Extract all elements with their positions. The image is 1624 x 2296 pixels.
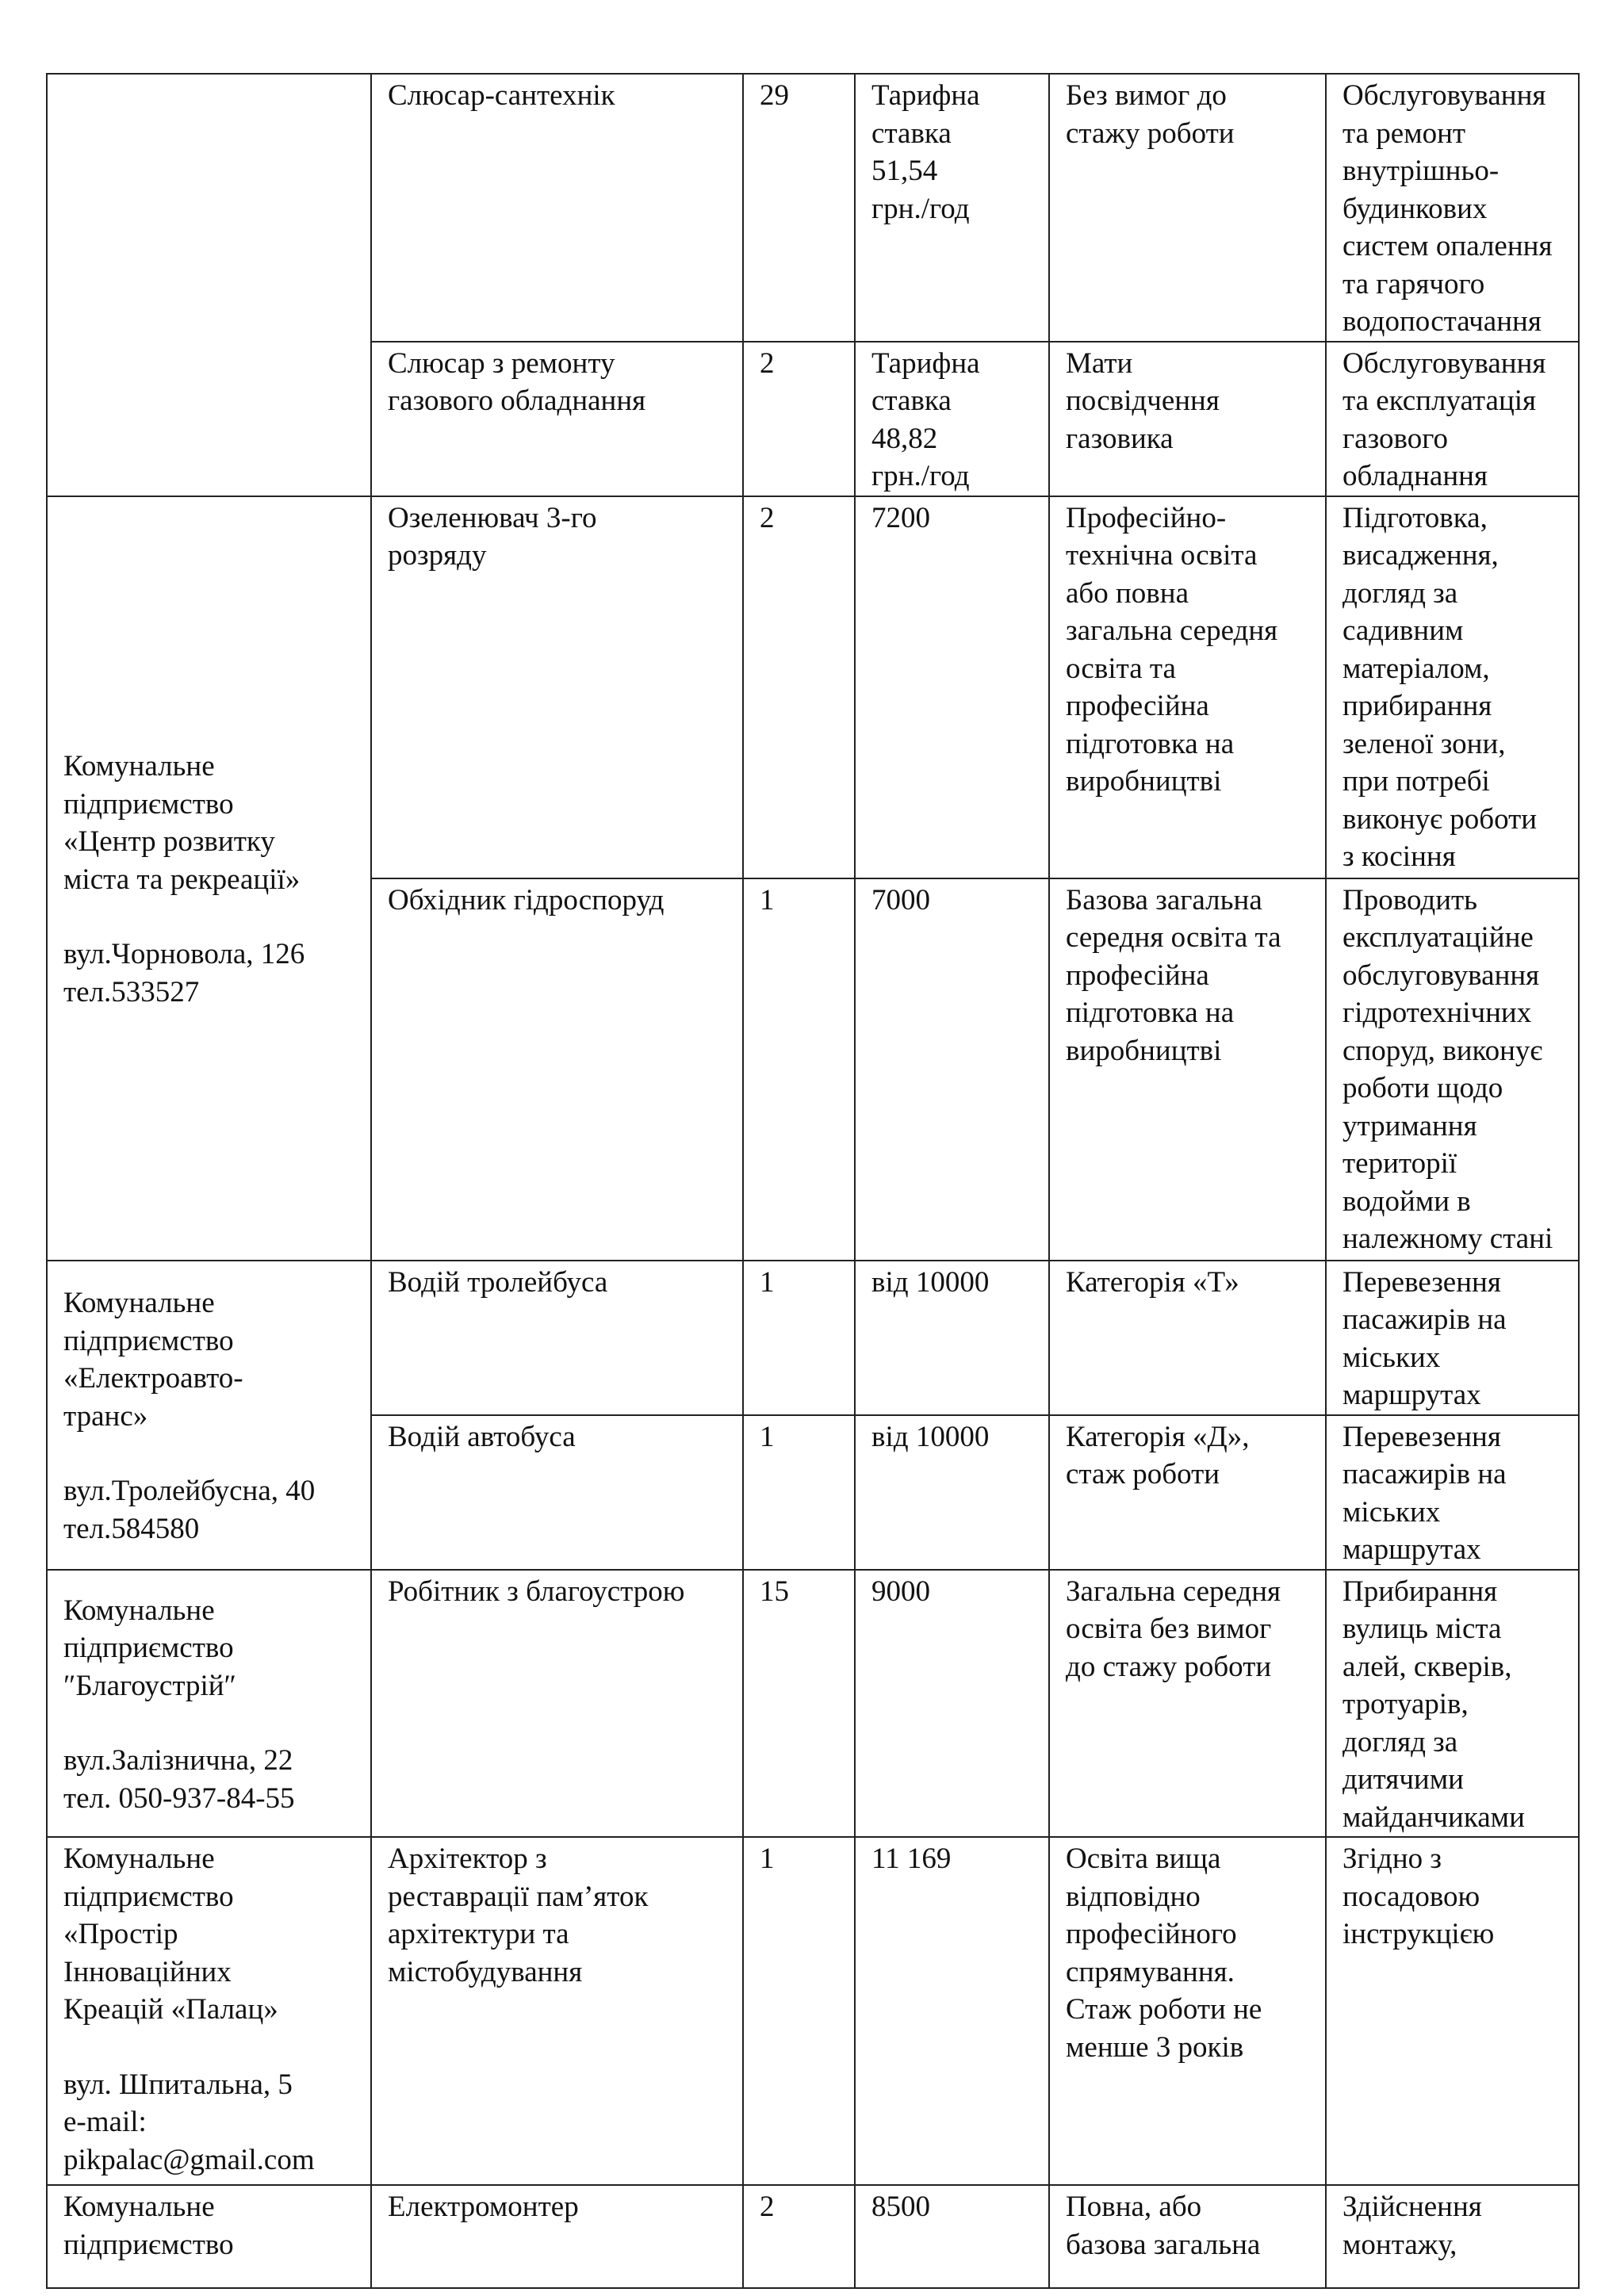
vacancies-table	[46, 73, 1580, 2289]
spacer	[63, 898, 364, 936]
spacer	[63, 2029, 364, 2066]
requirements-cell-line: загальна середня	[1066, 614, 1278, 647]
table-row	[47, 1261, 1579, 1415]
position-title-cell-line: Озеленювач 3-го	[388, 501, 597, 534]
duties-cell-line: при потребі	[1342, 765, 1490, 798]
duties-cell-line: Обслуговування	[1342, 79, 1546, 112]
table-row	[47, 1570, 1579, 1838]
requirements-cell-line: Стаж роботи не	[1066, 1993, 1262, 2026]
salary-cell	[855, 1837, 1049, 2185]
employer-name-line: підприємство	[63, 787, 234, 821]
duties-cell-line: дитячими	[1342, 1763, 1464, 1796]
employer-name-line: Комунальне	[63, 1594, 215, 1627]
salary-cell	[855, 2185, 1049, 2288]
employer-cell	[47, 74, 371, 496]
duties-cell-line: внутрішньо-	[1342, 155, 1500, 187]
requirements-cell	[1049, 1415, 1326, 1570]
requirements-cell	[1049, 1837, 1326, 2185]
employer-address-line: тел. 050-937-84-55	[63, 1781, 295, 1815]
employer-cell	[47, 2185, 371, 2288]
requirements-cell	[1049, 2185, 1326, 2288]
employer-address-line: тел.584580	[63, 1512, 200, 1545]
duties-cell-line: матеріалом,	[1342, 652, 1490, 685]
vacancy-count-cell: 2	[743, 496, 855, 878]
table-row	[47, 2185, 1579, 2288]
duties-cell-line: маршрутах	[1342, 1379, 1481, 1411]
duties-cell-line: та гарячого	[1342, 267, 1485, 300]
salary-cell-line: 11 169	[871, 1843, 952, 1875]
requirements-cell-line: газовика	[1066, 422, 1174, 455]
employer-address-line: вул. Шпитальна, 5	[63, 2068, 293, 2101]
table-row	[47, 74, 1579, 342]
spacer	[63, 1705, 364, 1742]
salary-cell-line: грн./год	[871, 192, 970, 225]
salary-cell-line: ставка	[871, 117, 952, 150]
position-title-cell	[371, 1570, 743, 1838]
requirements-cell-line: Повна, або	[1066, 2191, 1202, 2223]
requirements-cell-line: або повна	[1066, 576, 1189, 610]
requirements-cell-line: освіта без вимог	[1066, 1613, 1272, 1645]
duties-cell	[1326, 74, 1579, 342]
employer-cell	[47, 1837, 371, 2185]
employer-name-line: підприємство	[63, 1880, 234, 1913]
salary-cell-line: 8500	[871, 2191, 930, 2223]
requirements-cell-line: Категорія «Т»	[1066, 1265, 1239, 1299]
requirements-cell-line: підготовка на	[1066, 727, 1235, 760]
requirements-cell-line: менше 3 років	[1066, 2030, 1244, 2064]
salary-cell-line: грн./год	[871, 460, 970, 492]
requirements-cell-line: Категорія «Д»,	[1066, 1420, 1250, 1453]
employer-name-line: міста та рекреації»	[63, 863, 301, 896]
requirements-cell-line: виробництві	[1066, 1034, 1222, 1067]
requirements-cell-line: професійна	[1066, 690, 1209, 722]
position-title-cell-line: архітектури та	[388, 1918, 569, 1950]
duties-cell-line: Прибирання	[1342, 1575, 1498, 1608]
duties-cell-line: міських	[1342, 1495, 1441, 1529]
employer-cell	[47, 1570, 371, 1838]
salary-cell	[855, 1415, 1049, 1570]
position-title-cell-line: Архітектор з	[388, 1843, 547, 1875]
duties-cell-line: утримання	[1342, 1109, 1477, 1142]
employer-name-line: Інноваційних	[63, 1955, 232, 1988]
vacancy-count-cell: 1	[743, 1837, 855, 2185]
vacancy-count-cell: 1	[743, 1415, 855, 1570]
requirements-cell-line: до стажу роботи	[1066, 1650, 1272, 1683]
duties-cell-line: водойми в	[1342, 1184, 1471, 1218]
salary-cell-line: 7200	[871, 501, 930, 534]
requirements-cell-line: технічна освіта	[1066, 539, 1258, 572]
position-title-cell	[371, 74, 743, 342]
salary-cell	[855, 1570, 1049, 1838]
employer-name-line: Комунальне	[63, 1843, 215, 1875]
position-title-cell-line: Слюсар-сантехнік	[388, 79, 615, 112]
position-title-cell	[371, 496, 743, 878]
requirements-cell	[1049, 1261, 1326, 1415]
requirements-cell	[1049, 342, 1326, 496]
duties-cell-line: обслуговування	[1342, 959, 1540, 992]
employer-address-line: вул.Чорновола, 126	[63, 938, 305, 970]
position-title-cell-line: Робітник з благоустрою	[388, 1575, 685, 1608]
vacancies-table-body	[47, 74, 1579, 2288]
duties-cell-line: належному стані	[1342, 1223, 1553, 1255]
requirements-cell-line: виробництві	[1066, 765, 1222, 798]
duties-cell	[1326, 1837, 1579, 2185]
requirements-cell-line: Професійно-	[1066, 501, 1227, 534]
duties-cell-line: Обслуговування	[1342, 346, 1546, 380]
salary-cell-line: Тарифна	[871, 79, 980, 112]
employer-name-line: підприємство	[63, 1324, 234, 1357]
duties-cell-line: вулиць міста	[1342, 1613, 1502, 1645]
duties-cell	[1326, 1415, 1579, 1570]
vacancy-count-cell: 29	[743, 74, 855, 342]
position-title-cell-line: розряду	[388, 539, 487, 572]
duties-cell-line: водопостачання	[1342, 305, 1542, 338]
employer-cell	[47, 1261, 371, 1570]
position-title-cell	[371, 342, 743, 496]
duties-cell-line: догляд за	[1342, 1725, 1458, 1758]
vacancy-count-cell: 2	[743, 342, 855, 496]
position-title-cell	[371, 1837, 743, 2185]
requirements-cell-line: спрямування.	[1066, 1955, 1235, 1988]
salary-cell	[855, 74, 1049, 342]
salary-cell-line: 51,54	[871, 155, 938, 187]
employer-address-line: pikpalac@gmail.com	[63, 2143, 315, 2176]
employer-address-line: вул.Тролейбусна, 40	[63, 1475, 316, 1507]
duties-cell-line: садивним	[1342, 614, 1464, 647]
duties-cell-line: Здійснення	[1342, 2191, 1482, 2223]
salary-cell	[855, 878, 1049, 1261]
duties-cell	[1326, 1261, 1579, 1415]
duties-cell-line: споруд, виконує	[1342, 1034, 1543, 1067]
salary-cell	[855, 496, 1049, 878]
requirements-cell-line: базова загальна	[1066, 2228, 1261, 2261]
position-title-cell	[371, 1261, 743, 1415]
duties-cell-line: зеленої зони,	[1342, 727, 1506, 760]
duties-cell-line: та ремонт	[1342, 117, 1466, 150]
salary-cell-line: від 10000	[871, 1420, 990, 1453]
duties-cell-line: монтажу,	[1342, 2228, 1457, 2261]
requirements-cell	[1049, 74, 1326, 342]
position-title-cell-line: Водій тролейбуса	[388, 1265, 608, 1299]
duties-cell-line: прибирання	[1342, 690, 1492, 722]
requirements-cell-line: посвідчення	[1066, 385, 1220, 417]
duties-cell-line: пасажирів на	[1342, 1458, 1507, 1490]
vacancy-count-cell: 2	[743, 2185, 855, 2288]
requirements-cell-line: Базова загальна	[1066, 883, 1262, 916]
employer-name-line: підприємство	[63, 2228, 234, 2261]
employer-name-line: «Простір	[63, 1918, 178, 1950]
employer-name-line: підприємство	[63, 1632, 234, 1664]
table-row	[47, 1837, 1579, 2185]
duties-cell-line: Перевезення	[1342, 1420, 1501, 1453]
salary-cell-line: 7000	[871, 883, 930, 916]
salary-cell	[855, 342, 1049, 496]
duties-cell-line: догляд за	[1342, 576, 1458, 610]
duties-cell-line: виконує роботи	[1342, 802, 1538, 836]
employer-name-line: Креацій «Палац»	[63, 1993, 278, 2026]
duties-cell	[1326, 342, 1579, 496]
position-title-cell-line: Слюсар з ремонту	[388, 346, 615, 380]
table-row	[47, 496, 1579, 878]
requirements-cell	[1049, 878, 1326, 1261]
duties-cell-line: висадження,	[1342, 539, 1499, 572]
duties-cell-line: газового	[1342, 422, 1448, 455]
requirements-cell-line: професійного	[1066, 1918, 1237, 1950]
requirements-cell-line: Загальна середня	[1066, 1575, 1281, 1608]
position-title-cell-line: Електромонтер	[388, 2191, 579, 2223]
document-page	[46, 73, 1578, 2289]
requirements-cell-line: стаж роботи	[1066, 1458, 1220, 1490]
duties-cell-line: пасажирів на	[1342, 1303, 1507, 1336]
position-title-cell	[371, 1415, 743, 1570]
duties-cell-line: посадовою	[1342, 1880, 1480, 1913]
duties-cell-line: інструкцією	[1342, 1918, 1495, 1950]
vacancy-count-cell: 15	[743, 1570, 855, 1838]
requirements-cell	[1049, 496, 1326, 878]
duties-cell-line: маршрутах	[1342, 1533, 1481, 1566]
duties-cell-line: гідротехнічних	[1342, 997, 1532, 1029]
duties-cell-line: тротуарів,	[1342, 1688, 1469, 1720]
salary-cell-line: 9000	[871, 1575, 930, 1608]
employer-name-line: Комунальне	[63, 750, 215, 783]
employer-name-line: ″Благоустрій″	[63, 1669, 236, 1702]
employer-address-line: e-mail:	[63, 2106, 147, 2138]
employer-cell	[47, 496, 371, 1261]
employer-name-line: Комунальне	[63, 1287, 215, 1319]
duties-cell-line: Проводить	[1342, 883, 1478, 916]
employer-name-line: транс»	[63, 1399, 148, 1433]
duties-cell-line: території	[1342, 1147, 1457, 1180]
duties-cell-line: Згідно з	[1342, 1843, 1442, 1875]
requirements-cell-line: Мати	[1066, 346, 1133, 380]
duties-cell	[1326, 878, 1579, 1261]
duties-cell	[1326, 1570, 1579, 1838]
employer-name-line: «Центр розвитку	[63, 825, 275, 858]
salary-cell-line: ставка	[871, 385, 952, 417]
requirements-cell-line: професійна	[1066, 959, 1209, 992]
position-title-cell	[371, 2185, 743, 2288]
requirements-cell-line: Освіта вища	[1066, 1843, 1221, 1875]
requirements-cell-line: Без вимог до	[1066, 79, 1227, 112]
employer-name-line: Комунальне	[63, 2191, 215, 2223]
duties-cell-line: алей, скверів,	[1342, 1650, 1512, 1683]
duties-cell-line: Перевезення	[1342, 1265, 1501, 1299]
position-title-cell-line: Обхідник гідроспоруд	[388, 883, 665, 916]
requirements-cell	[1049, 1570, 1326, 1838]
requirements-cell-line: стажу роботи	[1066, 117, 1235, 150]
salary-cell	[855, 1261, 1049, 1415]
duties-cell-line: будинкових	[1342, 192, 1488, 225]
requirements-cell-line: підготовка на	[1066, 997, 1235, 1029]
position-title-cell	[371, 878, 743, 1261]
duties-cell-line: міських	[1342, 1341, 1441, 1374]
duties-cell-line: систем опалення	[1342, 230, 1553, 262]
salary-cell-line: 48,82	[871, 422, 938, 455]
vacancy-count-cell: 1	[743, 878, 855, 1261]
duties-cell-line: з косіння	[1342, 840, 1456, 873]
employer-address-line: тел.533527	[63, 975, 200, 1008]
duties-cell-line: роботи щодо	[1342, 1072, 1503, 1104]
duties-cell-line: обладнання	[1342, 460, 1488, 492]
position-title-cell-line: містобудування	[388, 1955, 583, 1988]
requirements-cell-line: освіта та	[1066, 652, 1176, 685]
position-title-cell-line: Водій автобуса	[388, 1420, 576, 1453]
salary-cell-line: від 10000	[871, 1265, 990, 1299]
duties-cell-line: майданчиками	[1342, 1800, 1525, 1834]
requirements-cell-line: відповідно	[1066, 1880, 1201, 1913]
position-title-cell-line: реставрації пам’яток	[388, 1880, 649, 1913]
spacer	[63, 1435, 364, 1472]
employer-address-line: вул.Залізнична, 22	[63, 1744, 293, 1777]
duties-cell-line: експлуатаційне	[1342, 921, 1534, 954]
duties-cell-line: Підготовка,	[1342, 501, 1488, 534]
employer-name-line: «Електроавто-	[63, 1362, 243, 1395]
requirements-cell-line: середня освіта та	[1066, 921, 1281, 954]
duties-cell-line: та експлуатація	[1342, 385, 1537, 417]
duties-cell	[1326, 496, 1579, 878]
salary-cell-line: Тарифна	[871, 346, 980, 380]
vacancy-count-cell: 1	[743, 1261, 855, 1415]
duties-cell	[1326, 2185, 1579, 2288]
position-title-cell-line: газового обладнання	[388, 385, 646, 417]
